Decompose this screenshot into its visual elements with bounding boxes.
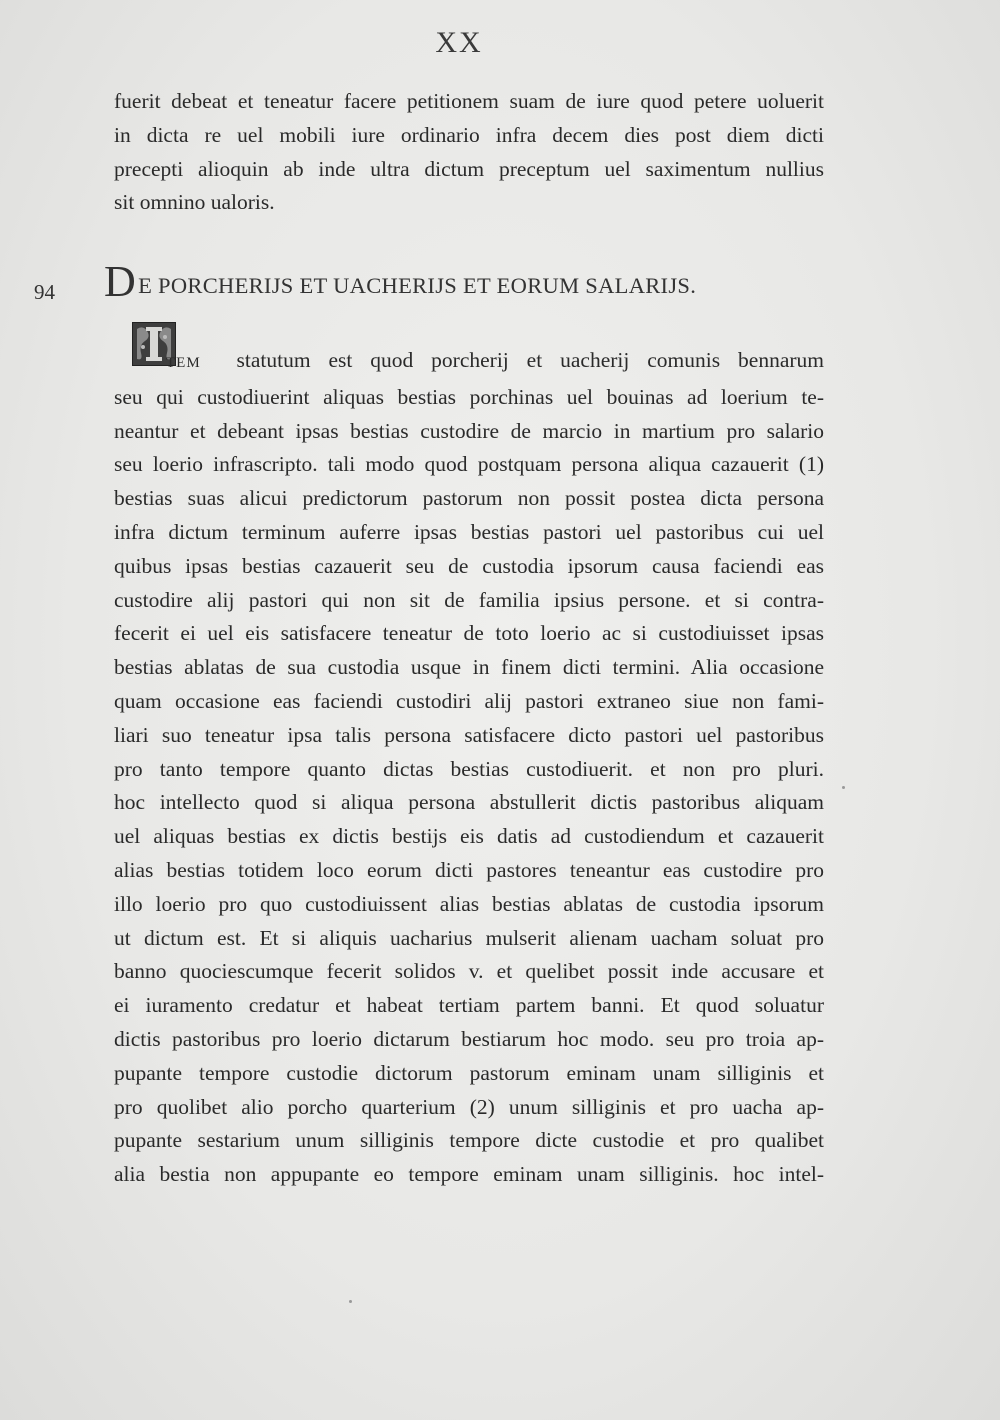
- text-line: ut dictum est. Et si aliquis uacharius mulserit alienam uacham soluat pro: [114, 925, 824, 950]
- text-line: uel aliquas bestias ex dictis bestijs eis datis ad custodiendum et cazauerit: [114, 824, 824, 849]
- text-line: [114, 344, 824, 381]
- text-line: bestias ablatas de sua custodia usque in finem dicti termini. Alia occasione: [114, 655, 824, 680]
- text-line: quibus ipsas bestias cazauerit seu de custodia ipsorum causa faciendi eas: [114, 553, 824, 578]
- text-line: hoc intellecto quod si aliqua persona abstullerit dictis pastoribus aliquam: [114, 790, 824, 815]
- text-line: pupante tempore custodie dictorum pastorum eminam unam silliginis et: [114, 1060, 824, 1085]
- text-line: custodire alij pastori qui non sit de familia ipsius persone. et si contra-: [114, 587, 824, 612]
- text-line: liari suo teneatur ipsa talis persona satisfacere dicto pastori uel pastoribus: [114, 722, 824, 747]
- paragraph-continuation: [114, 85, 824, 220]
- section-heading: [104, 257, 804, 306]
- paper-speck: [349, 1300, 352, 1303]
- text-line: fecerit ei uel eis satisfacere teneatur de toto loerio ac si custodiuisset ipsas: [114, 621, 824, 646]
- first-word: TEM: [166, 355, 201, 371]
- heading-initial: D: [104, 257, 137, 306]
- text-line: pupante sestarium unum silliginis tempore dicte custodie et pro qualibet: [114, 1128, 824, 1153]
- heading-text: E PORCHERIJS ET UACHERIJS ET EORUM SALARIJS.: [138, 273, 697, 298]
- text-line: bestias suas alicui predictorum pastorum non possit postea dicta persona: [114, 486, 824, 511]
- text-line: seu qui custodiuerint aliquas bestias porchinas uel bouinas ad loerium te-: [114, 384, 824, 409]
- text-line: banno quociescumque fecerit solidos v. et quelibet possit inde accusare et: [114, 959, 824, 984]
- text-line: neantur et debeant ipsas bestias custodire de marcio in martium pro salario: [114, 418, 824, 443]
- text-line: alia bestia non appupante eo tempore eminam unam silliginis. hoc intel-: [114, 1162, 824, 1187]
- text-line: sit omnino ualoris.: [114, 190, 275, 215]
- text-line: in dicta re uel mobili iure ordinario infra decem dies post diem dicti: [114, 122, 824, 147]
- text-line: seu loerio infrascripto. tali modo quod postquam persona aliqua cazauerit (1): [114, 452, 824, 477]
- text-line: alias bestias totidem loco eorum dicti pastores teneantur eas custodire pro: [114, 857, 824, 882]
- text-line: precepti alioquin ab inde ultra dictum preceptum uel saximentum nullius: [114, 156, 824, 181]
- text-line: pro quolibet alio porcho quarterium (2) unum silliginis et pro uacha ap-: [114, 1094, 824, 1119]
- text-line: fuerit debeat et teneatur facere petitionem suam de iure quod petere uoluerit: [114, 89, 824, 113]
- text-line: dictis pastoribus pro loerio dictarum bestiarum hoc modo. seu pro troia ap-: [114, 1026, 824, 1051]
- text-line: infra dictum terminum auferre ipsas bestias pastori uel pastoribus cui uel: [114, 519, 824, 544]
- text-line: illo loerio pro quo custodiuissent alias bestias ablatas de custodia ipsorum: [114, 891, 824, 916]
- paper-speck: [842, 786, 845, 789]
- page-number: XX: [435, 26, 483, 59]
- text-line: quam occasione eas faciendi custodiri alij pastori extraneo siue non fami-: [114, 688, 824, 713]
- margin-statute-number: 94: [34, 280, 55, 304]
- paragraph-statute: [114, 344, 824, 1192]
- text-line-content: statutum est quod porcherij et uacherij comunis bennarum: [236, 348, 824, 372]
- text-line: ei iuramento credatur et habeat tertiam partem banni. Et quod soluatur: [114, 993, 824, 1018]
- text-line: pro tanto tempore quanto dictas bestias custodiuerit. et non pro pluri.: [114, 756, 824, 781]
